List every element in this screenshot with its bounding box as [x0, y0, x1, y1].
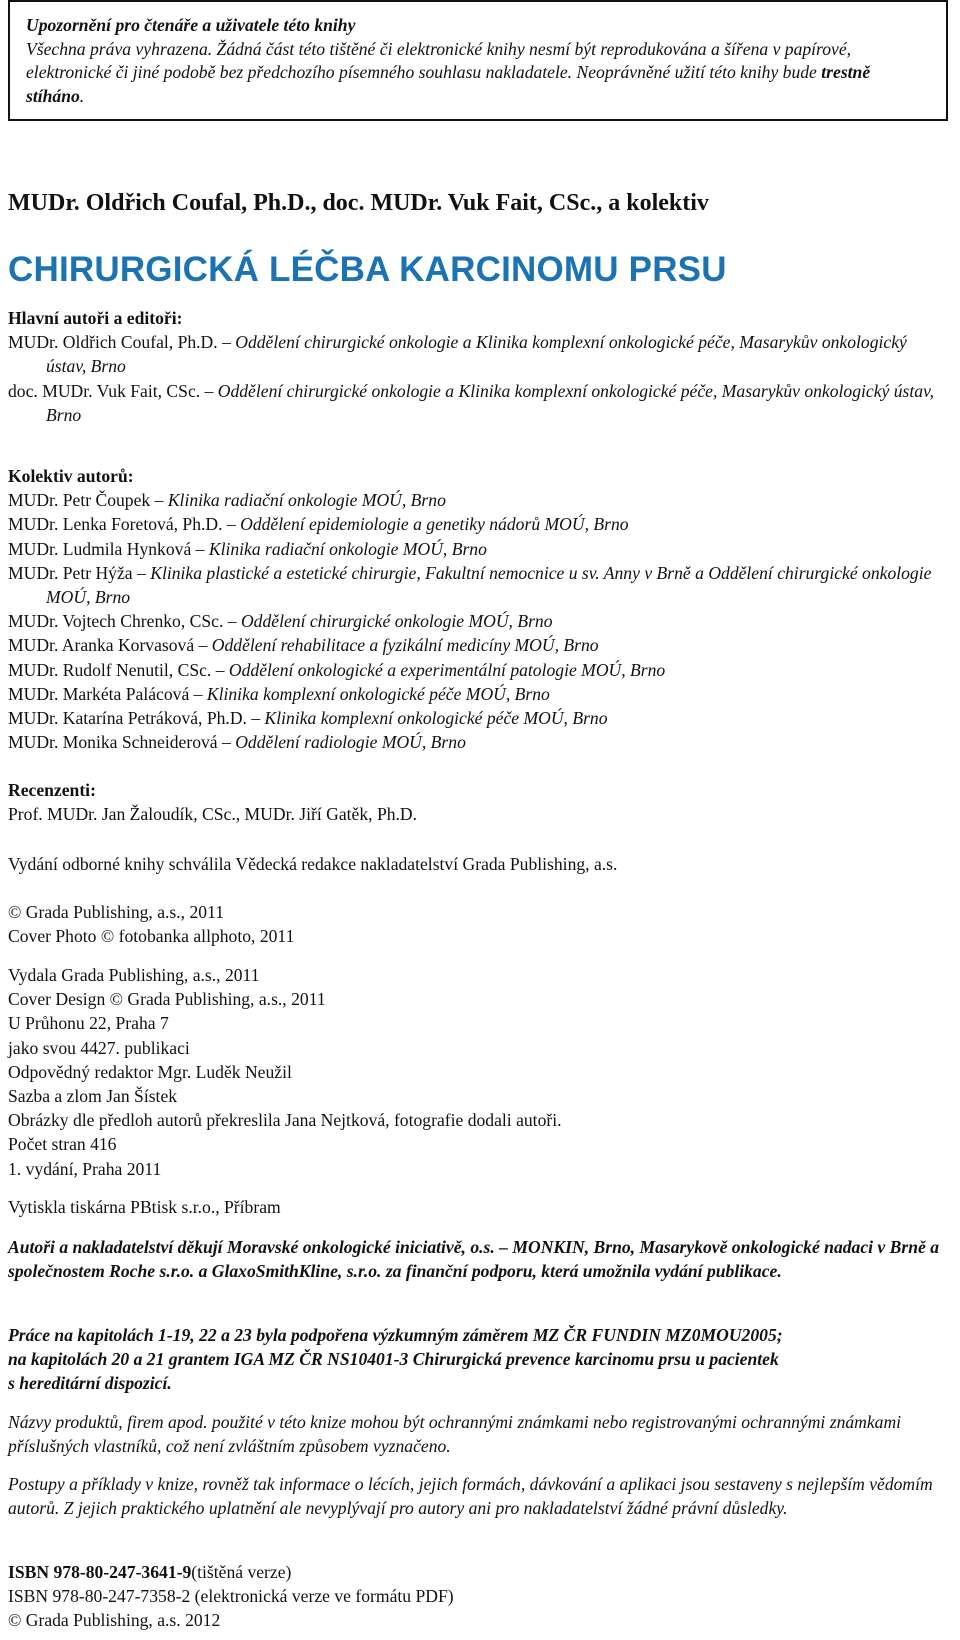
copyright-line: Cover Photo © fotobanka allphoto, 2011: [8, 926, 295, 947]
isbn-print-note: (tištěná verze): [191, 1562, 292, 1582]
author-name: MUDr. Katarína Petráková, Ph.D.: [8, 708, 247, 729]
author-entry: [8, 330, 950, 378]
author-name: MUDr. Petr Čoupek: [8, 490, 151, 511]
author-entry: [8, 633, 950, 657]
author-name: doc. MUDr. Vuk Fait, CSc.: [8, 380, 201, 401]
main-authors-section: [8, 306, 950, 427]
publication-line: U Průhonu 22, Praha 7: [8, 1013, 169, 1034]
author-affiliation: – Klinika komplexní onkologické péče MOÚ, Brno: [193, 683, 550, 704]
author-name: MUDr. Rudolf Nenutil, CSc.: [8, 659, 212, 680]
author-affiliation: – Oddělení chirurgické onkologie a Klinika komplexní onkologické péče, Masarykův onkologický ústav, Brno: [46, 332, 907, 377]
author-affiliation: – Oddělení onkologické a experimentální patologie MOÚ, Brno: [215, 659, 666, 680]
thanks-text: Autoři a nakladatelství děkují Moravské onkologické iniciativě, o.s. – MONKIN, Brno, Masarykově onkologické nadaci v Brně a společnostem Roche s.r.o. a GlaxoSmithKline, s.r.o. za finanční podporu, která umožnila vydání publikace.: [8, 1237, 940, 1282]
author-entry: [8, 537, 950, 561]
author-entry: [8, 561, 950, 609]
author-affiliation: – Oddělení chirurgické onkologie MOÚ, Brno: [227, 611, 553, 632]
author-entry: [8, 658, 950, 682]
publication-line: jako svou 4427. publikaci: [8, 1037, 190, 1058]
reviewers-heading: Recenzenti:: [8, 780, 96, 800]
grant-line: na kapitolách 20 a 21 grantem IGA MZ ČR NS10401-3 Chirurgická prevence karcinomu prsu u pacientek: [8, 1349, 779, 1370]
copyright-block: [8, 900, 950, 948]
collective-heading: Kolektiv autorů:: [8, 466, 134, 486]
trademarks-text: Názvy produktů, firem apod. použité v této knize mohou být ochrannými známkami nebo registrovanými ochrannými známkami příslušných vlastníků, což není zvláštním způsobem vyznačeno.: [8, 1412, 902, 1457]
publication-line: Sazba a zlom Jan Šístek: [8, 1086, 178, 1107]
book-title: CHIRURGICKÁ LÉČBA KARCINOMU PRSU: [8, 250, 727, 289]
author-entry: [8, 706, 950, 730]
author-affiliation: – Klinika radiační onkologie MOÚ, Brno: [195, 538, 487, 559]
author-entry: [8, 488, 950, 512]
author-name: MUDr. Ludmila Hynková: [8, 538, 192, 559]
author-affiliation: – Klinika komplexní onkologické péče MOÚ, Brno: [251, 708, 608, 729]
author-name: MUDr. Vojtech Chrenko, CSc.: [8, 611, 224, 632]
isbn-print: [8, 1560, 950, 1584]
author-affiliation: – Klinika plastické a estetické chirurgie, Fakultní nemocnice u sv. Anny v Brně a Oddělení chirurgické onkologie MOÚ, Brno: [46, 562, 932, 608]
notice-body-end: .: [79, 85, 85, 106]
authors-line: MUDr. Oldřich Coufal, Ph.D., doc. MUDr. Vuk Fait, CSc., a kolektiv: [8, 190, 709, 216]
isbn-print-number: ISBN 978-80-247-3641-9: [8, 1562, 192, 1582]
author-entry: [8, 682, 950, 706]
notice-body-text: Všechna práva vyhrazena. Žádná část této tištěné či elektronické knihy nesmí být reprodukována a šířena v papírové, elektronické či jiné podobě bez předchozího písemného souhlasu nakladatele. Neoprávněné užití této knihy bude: [26, 38, 852, 82]
author-name: MUDr. Markéta Palácová: [8, 683, 190, 704]
publication-line: 1. vydání, Praha 2011: [8, 1158, 162, 1179]
main-authors-heading: Hlavní autoři a editoři:: [8, 308, 183, 328]
publication-line: Vydala Grada Publishing, a.s., 2011: [8, 965, 260, 985]
author-entry: [8, 512, 950, 536]
author-entry: [8, 379, 950, 427]
author-name: MUDr. Lenka Foretová, Ph.D.: [8, 514, 223, 535]
copyright-line: © Grada Publishing, a.s., 2011: [8, 902, 225, 922]
author-entry: [8, 730, 950, 754]
author-affiliation: – Oddělení radiologie MOÚ, Brno: [222, 732, 466, 753]
publication-line: Obrázky dle předloh autorů překreslila Jana Nejtková, fotografie dodali autoři.: [8, 1110, 562, 1131]
notice-body: [26, 38, 932, 109]
publication-line: Odpovědný redaktor Mgr. Luděk Neužil: [8, 1061, 292, 1082]
author-affiliation: – Oddělení rehabilitace a fyzikální medicíny MOÚ, Brno: [198, 635, 599, 656]
publication-line: Počet stran 416: [8, 1134, 117, 1155]
reviewers-text: Prof. MUDr. Jan Žaloudík, CSc., MUDr. Jiří Gatěk, Ph.D.: [8, 804, 418, 825]
copyright-notice-box: [8, 0, 948, 121]
final-copyright: © Grada Publishing, a.s. 2012: [8, 1610, 221, 1631]
author-name: MUDr. Petr Hýža: [8, 562, 133, 583]
grant-line: Práce na kapitolách 1-19, 22 a 23 byla podpořena výzkumným záměrem MZ ČR FUNDIN MZ0MOU2005;: [8, 1325, 783, 1345]
collective-section: [8, 464, 950, 754]
author-affiliation: – Oddělení chirurgické onkologie a Klinika komplexní onkologické péče, Masarykův onkologický ústav, Brno: [46, 380, 934, 425]
author-name: MUDr. Aranka Korvasová: [8, 635, 195, 656]
notice-title: Upozornění pro čtenáře a uživatele této knihy: [26, 15, 356, 35]
isbn-ebook: ISBN 978-80-247-7358-2 (elektronická verze ve formátu PDF): [8, 1586, 454, 1607]
author-entry: [8, 609, 950, 633]
publication-line: Cover Design © Grada Publishing, a.s., 2011: [8, 989, 326, 1010]
approval-text: Vydání odborné knihy schválila Vědecká redakce nakladatelství Grada Publishing, a.s.: [8, 854, 618, 874]
grant-block: [8, 1323, 950, 1396]
printer-text: Vytiskla tiskárna PBtisk s.r.o., Příbram: [8, 1197, 281, 1217]
author-affiliation: – Oddělení epidemiologie a genetiky nádorů MOÚ, Brno: [226, 514, 629, 535]
author-name: MUDr. Monika Schneiderová: [8, 732, 218, 753]
author-affiliation: – Klinika radiační onkologie MOÚ, Brno: [154, 490, 446, 511]
publication-block: [8, 963, 950, 1181]
disclaimer-text: Postupy a příklady v knize, rovněž tak informace o lécích, jejich formách, dávkování a aplikaci jsou sestaveny s nejlepším vědomím autorů. Z jejich praktického uplatnění ale nevyplývají pro autory ani pro nakladatelství žádné právní důsledky.: [8, 1474, 933, 1519]
grant-line: s hereditární dispozicí.: [8, 1373, 172, 1394]
notice-emphasis: trestně stíháno: [26, 62, 871, 106]
author-name: MUDr. Oldřich Coufal, Ph.D.: [8, 332, 218, 353]
isbn-block: [8, 1560, 950, 1633]
reviewers-section: [8, 778, 950, 826]
